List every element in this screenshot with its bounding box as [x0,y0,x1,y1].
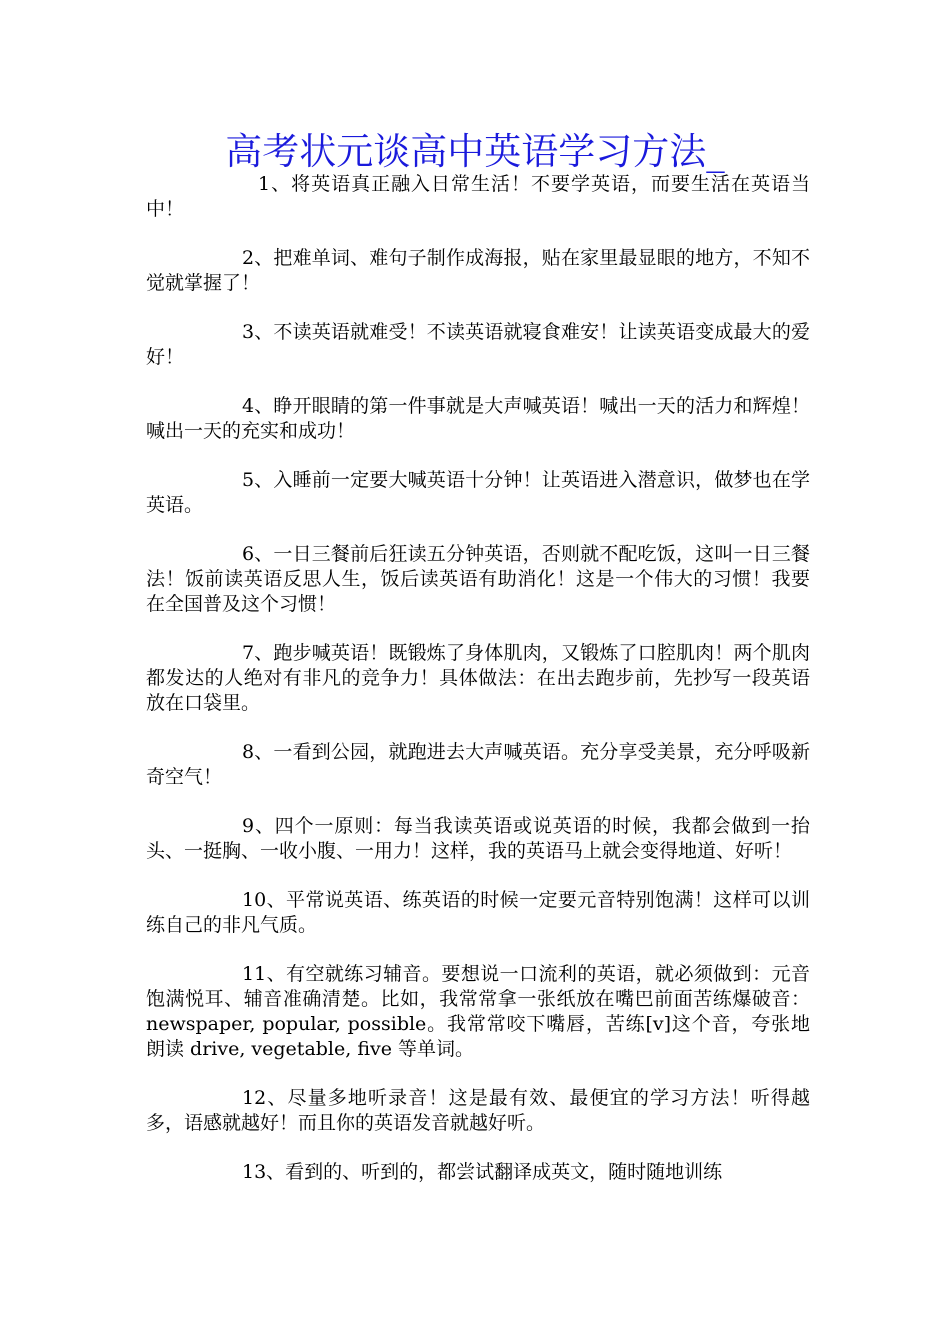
paragraph-4: 4、睁开眼睛的第一件事就是大声喊英语！喊出一天的活力和辉煌！喊出一天的充实和成功！ [146,395,810,442]
paragraph-11: 11、有空就练习辅音。要想说一口流利的英语，就必须做到：元音饱满悦耳、辅音准确清楚。比如，我常常拿一张纸放在嘴巴前面苦练爆破音： newspaper, popular, possible。我常常咬下嘴唇，苦练[v]这个音，夸张地朗读 drive, vegetable, five 等单词。 [146,963,810,1060]
paragraph-7: 7、跑步喊英语！既锻炼了身体肌肉，又锻炼了口腔肌肉！两个肌肉都发达的人绝对有非凡的竞争力！具体做法：在出去跑步前，先抄写一段英语放在口袋里。 [146,642,810,714]
paragraph-13: 13、看到的、听到的，都尝试翻译成英文，随时随地训练 [242,1161,723,1183]
paragraph-10: 10、平常说英语、练英语的时候一定要元音特别饱满！这样可以训练自己的非凡气质。 [146,889,810,936]
document-body [146,172,810,1209]
paragraph-3: 3、不读英语就难受！不读英语就寝食难安！让读英语变成最大的爱好！ [146,321,810,368]
paragraph-5: 5、入睡前一定要大喊英语十分钟！让英语进入潜意识，做梦也在学英语。 [146,469,810,516]
document-title: 高考状元谈高中英语学习方法_ [225,130,725,173]
paragraph-2: 2、把难单词、难句子制作成海报，贴在家里最显眼的地方，不知不觉就掌握了！ [146,247,810,294]
paragraph-9: 9、四个一原则：每当我读英语或说英语的时候，我都会做到一抬头、一挺胸、一收小腹、一用力！这样，我的英语马上就会变得地道、好听！ [146,815,810,862]
paragraph-8: 8、一看到公园，就跑进去大声喊英语。充分享受美景，充分呼吸新奇空气！ [146,741,810,788]
paragraph-1: 1、将英语真正融入日常生活！不要学英语，而要生活在英语当中！ [146,173,810,220]
paragraph-12: 12、尽量多地听录音！这是最有效、最便宜的学习方法！听得越多，语感就越好！而且你的英语发音就越好听。 [146,1087,810,1134]
paragraph-6: 6、一日三餐前后狂读五分钟英语，否则就不配吃饭，这叫一日三餐法！饭前读英语反思人生，饭后读英语有助消化！这是一个伟大的习惯！我要在全国普及这个习惯！ [146,543,810,615]
